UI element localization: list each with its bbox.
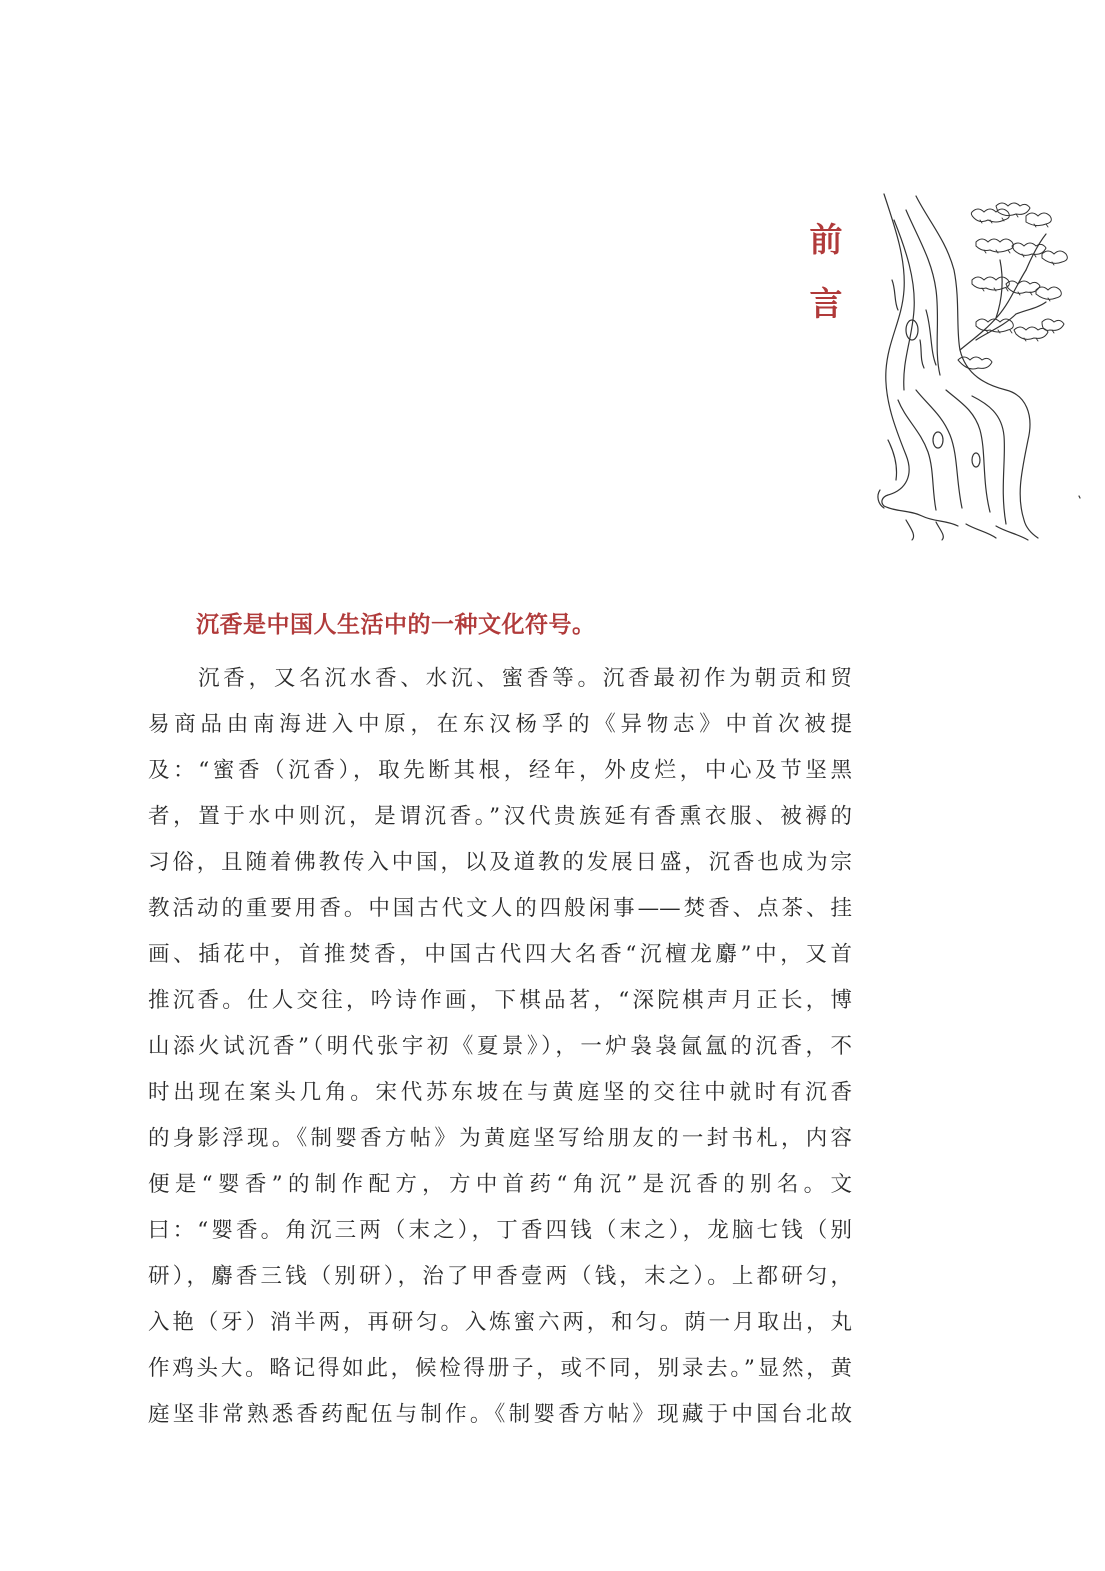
body-text — [148, 656, 852, 1438]
body-line: 及：“蜜香（沉香），取先断其根，经年，外皮烂，中心及节坚黑 — [148, 758, 852, 783]
page-title — [806, 208, 846, 336]
title-char-1: 前 — [809, 220, 843, 259]
body-line: 推沉香。仕人交往，吟诗作画，下棋品茗，“深院棋声月正长，博 — [148, 988, 852, 1013]
body-line: 习俗，且随着佛教传入中国，以及道教的发展日盛，沉香也成为宗 — [148, 850, 852, 875]
body-line: 研），麝香三钱（别研），治了甲香壹两（钱，末之）。上都研匀， — [148, 1264, 852, 1289]
body-line: 时出现在案头几角。宋代苏东坡在与黄庭坚的交往中就时有沉香 — [148, 1080, 852, 1105]
body-line: 画、插花中，首推焚香，中国古代四大名香“沉檀龙麝”中，又首 — [148, 942, 852, 967]
body-line: 曰：“婴香。角沉三两（末之），丁香四钱（末之），龙脑七钱（别 — [148, 1218, 852, 1243]
body-line: 沉香，又名沉水香、水沉、蜜香等。沉香最初作为朝贡和贸 — [198, 666, 852, 691]
body-line: 的身影浮现。《制婴香方帖》为黄庭坚写给朋友的一封书札，内容 — [148, 1126, 852, 1151]
body-line: 山添火试沉香”（明代张宇初《夏景》），一炉袅袅氤氲的沉香，不 — [148, 1034, 852, 1059]
body-line: 教活动的重要用香。中国古代文人的四般闲事——焚香、点茶、挂 — [148, 896, 852, 921]
body-line: 作鸡头大。略记得如此，候检得册子，或不同，别录去。”显然，黄 — [148, 1356, 852, 1381]
body-line: 者，置于水中则沉，是谓沉香。”汉代贵族延有香熏衣服、被褥的 — [148, 804, 852, 829]
subheading: 沉香是中国人生活中的一种文化符号。 — [196, 611, 596, 638]
title-char-2: 言 — [809, 284, 843, 323]
body-line: 庭坚非常熟悉香药配伍与制作。《制婴香方帖》现藏于中国台北故 — [148, 1402, 852, 1427]
body-line: 入艳（牙）消半两，再研匀。入炼蜜六两，和匀。荫一月取出，丸 — [148, 1310, 852, 1335]
body-line: 便是“婴香”的制作配方，方中首药“角沉”是沉香的别名。文 — [148, 1172, 852, 1197]
body-line: 易商品由南海进入中原，在东汉杨孚的《异物志》中首次被提 — [148, 712, 852, 737]
tree-illustration-icon — [876, 190, 1081, 542]
